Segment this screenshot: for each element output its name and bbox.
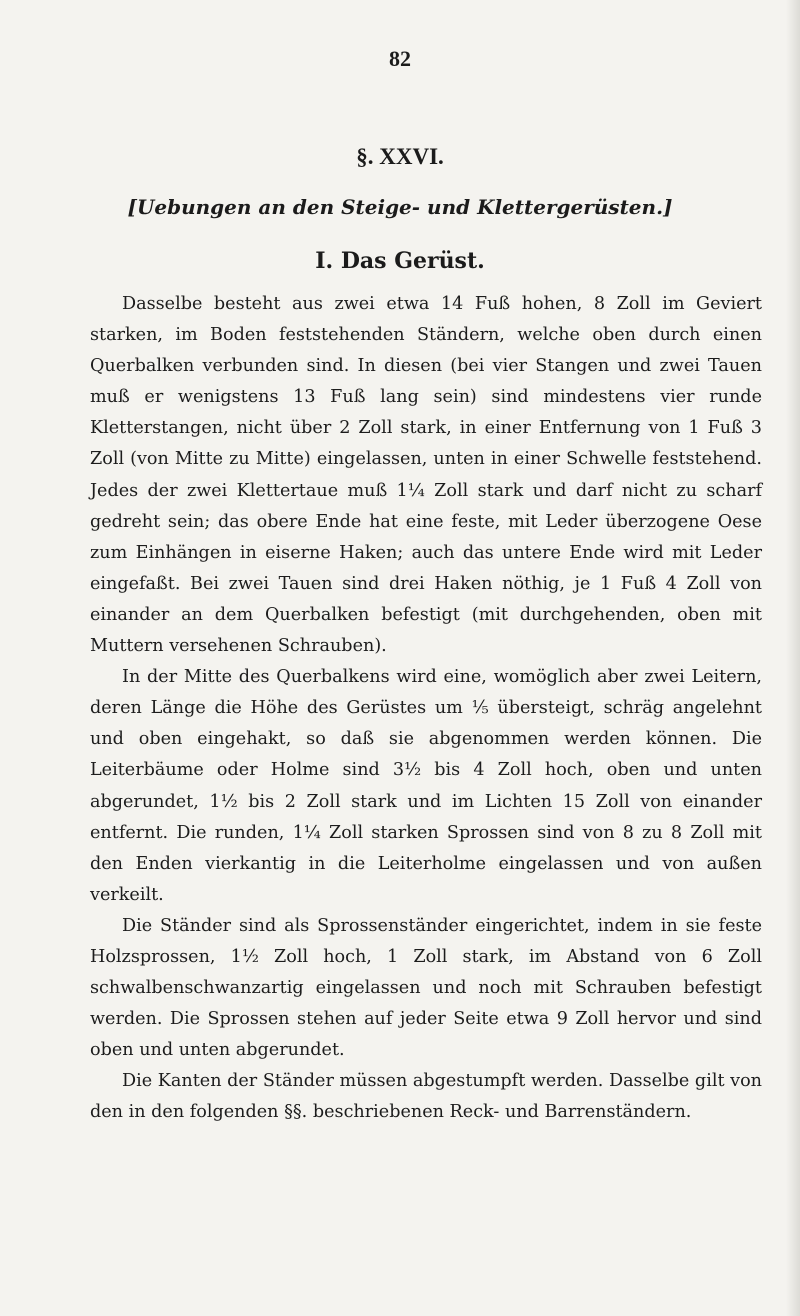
- chapter-heading: I. Das Gerüst.: [315, 248, 485, 274]
- paragraph-3: Die Ständer sind als Sprossenständer eingerichtet, indem in sie feste Holzsprossen, 1½ Zoll hoch, 1 Zoll stark, im Abstand von 6 Zoll schwalbenschwanzartig eingelassen und noch mit Schrauben befestigt werden. Die Sprossen stehen auf jeder Seite etwa 9 Zoll hervor und sind oben und unten abgerundet.: [90, 915, 762, 1061]
- section-title: §. XXVI.: [356, 144, 444, 169]
- section-subtitle-text: [Uebungen an den Steige- und Klettergerüsten.]: [127, 195, 673, 219]
- paragraph-4: Die Kanten der Ständer müssen abgestumpft werden. Dasselbe gilt von den in den folgenden §§. beschriebenen Reck- und Barrenständern.: [90, 1071, 762, 1123]
- paragraph-1: Dasselbe besteht aus zwei etwa 14 Fuß hohen, 8 Zoll im Geviert starken, im Boden feststehenden Ständern, welche oben durch einen Querbalken verbunden sind. In diesen (bei vier Stangen und zwei Tauen muß er wenigstens 13 Fuß lang sein) sind mindestens vier runde Kletterstangen, nicht über 2 Zoll stark, in einer Entfernung von 1 Fuß 3 Zoll (von Mitte zu Mitte) eingelassen, unten in einer Schwelle feststehend. Jedes der zwei Klettertaue muß 1¼ Zoll stark und darf nicht zu scharf gedreht sein; das obere Ende hat eine feste, mit Leder überzogene Oese zum Einhängen in eiserne Haken; auch das untere Ende wird mit Leder eingefaßt. Bei zwei Tauen sind drei Haken nöthig, je 1 Fuß 4 Zoll von einander an dem Querbalken befestigt (mit durchgehenden, oben mit Muttern versehenen Schrauben).: [90, 294, 762, 657]
- paragraph-2: In der Mitte des Querbalkens wird eine, womöglich aber zwei Leitern, deren Länge die Höhe des Gerüstes um ⅕ übersteigt, schräg angelehnt und oben eingehakt, so daß sie abgenommen werden können. Die Leiterbäume oder Holme sind 3½ bis 4 Zoll hoch, oben und unten abgerundet, 1½ bis 2 Zoll stark und im Lichten 15 Zoll von einander entfernt. Die runden, 1¼ Zoll starken Sprossen sind von 8 zu 8 Zoll mit den Enden vierkantig in die Leiterholme eingelassen und von außen verkeilt.: [90, 667, 762, 905]
- page-number: 82: [389, 46, 411, 71]
- section-subtitle: [0, 195, 800, 219]
- body-text: [90, 289, 762, 1129]
